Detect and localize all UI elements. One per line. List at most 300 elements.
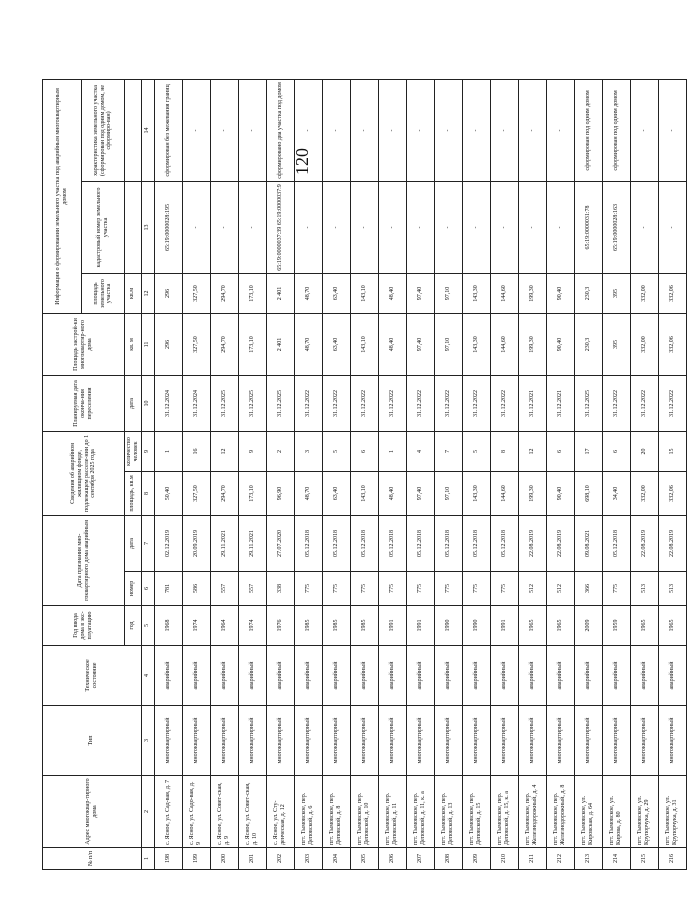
build-area-cell: 173,10 <box>238 313 266 375</box>
address-cell: пгт. Тымовское, пер. Деповской, д. 15, к. а <box>490 776 518 848</box>
land-area-cell: 97,40 <box>406 273 434 313</box>
condition-cell: аварийный <box>658 646 686 706</box>
header-planned-date-group: Планируемая дата оконча-ния переселения <box>43 375 125 431</box>
residents-cell: 7 <box>434 431 462 471</box>
year-cell: 2009 <box>574 606 602 646</box>
table-row <box>294 79 322 869</box>
table-row <box>630 79 658 869</box>
column-number: 10 <box>141 375 154 431</box>
address-cell: пгт. Тымовское, ул. Кировская, д. 64 <box>574 776 602 848</box>
type-cell: многоквартирный <box>378 706 406 776</box>
area-cell: 173,10 <box>238 471 266 515</box>
area-cell: 144,60 <box>490 471 518 515</box>
condition-cell: аварийный <box>630 646 658 706</box>
residents-cell: 2 <box>266 431 294 471</box>
area-cell: 698,10 <box>574 471 602 515</box>
decision-number-cell: 775 <box>602 572 630 606</box>
cadastre-cell: - <box>406 181 434 273</box>
address-cell: пгт. Тымовское, пер. Деповской, д. 8 <box>322 776 350 848</box>
characteristic-cell: - <box>434 79 462 181</box>
residents-cell: 6 <box>350 431 378 471</box>
decision-date-cell: 05.12.2018 <box>602 515 630 571</box>
type-cell: многоквартирный <box>434 706 462 776</box>
year-cell: 1976 <box>266 606 294 646</box>
cadastre-cell: - <box>518 181 546 273</box>
column-number: 8 <box>141 471 154 515</box>
characteristic-cell: - <box>658 79 686 181</box>
row-number: 198 <box>154 848 182 870</box>
build-area-cell: 332,00 <box>630 313 658 375</box>
characteristic-cell: - <box>406 79 434 181</box>
column-number: 13 <box>141 181 154 273</box>
year-cell: 1974 <box>238 606 266 646</box>
decision-number-cell: 557 <box>210 572 238 606</box>
decision-number-cell: 775 <box>490 572 518 606</box>
decision-number-cell: 775 <box>462 572 490 606</box>
type-cell: многоквартирный <box>210 706 238 776</box>
type-cell: многоквартирный <box>266 706 294 776</box>
cadastre-cell: - <box>350 181 378 273</box>
address-cell: пгт. Тымовское, пер. Деповской, д. 6 <box>294 776 322 848</box>
decision-number-cell: 775 <box>322 572 350 606</box>
land-area-cell: 63,40 <box>322 273 350 313</box>
residents-cell: 12 <box>210 431 238 471</box>
header-build-area: Площадь застрой-ки многоквартир-ного дома <box>43 313 125 375</box>
year-cell: 1959 <box>602 606 630 646</box>
column-number: 11 <box>141 313 154 375</box>
row-number: 209 <box>462 848 490 870</box>
planned-date-cell: 31.12.2022 <box>406 375 434 431</box>
year-cell: 1965 <box>630 606 658 646</box>
decision-number-cell: 775 <box>350 572 378 606</box>
characteristic-cell: сформирован без межевания границ <box>154 79 182 181</box>
build-area-cell: 332,06 <box>658 313 686 375</box>
land-area-cell: 2 401 <box>266 273 294 313</box>
header-land-group: Информация о формировании земельного участка под аварийным многоквартирным домом <box>43 79 82 313</box>
cadastre-cell: - <box>490 181 518 273</box>
row-number: 212 <box>546 848 574 870</box>
area-cell: 97,10 <box>434 471 462 515</box>
header-recognition-group: Дата признания мно-гоквартирного дома аварийным <box>43 515 125 605</box>
residents-cell: 16 <box>182 431 210 471</box>
area-cell: 63,40 <box>322 471 350 515</box>
decision-number-cell: 366 <box>574 572 602 606</box>
type-cell: многоквартирный <box>238 706 266 776</box>
address-cell: пгт. Тымовское, ул. Кирова, д. 80 <box>602 776 630 848</box>
decision-date-cell: 05.12.2018 <box>322 515 350 571</box>
area-cell: 332,06 <box>658 471 686 515</box>
area-cell: 294,70 <box>210 471 238 515</box>
subheader-build-kvm: кв. м <box>125 313 142 375</box>
column-number: 12 <box>141 273 154 313</box>
land-area-cell: 48,70 <box>294 273 322 313</box>
build-area-cell: 63,40 <box>322 313 350 375</box>
planned-date-cell: 31.12.2025 <box>266 375 294 431</box>
emergency-housing-table <box>42 79 687 870</box>
decision-date-cell: 27.07.2020 <box>266 515 294 571</box>
area-cell: 48,40 <box>378 471 406 515</box>
address-cell: с. Ясное, ул. Сад-вая, д. 7 <box>154 776 182 848</box>
planned-date-cell: 31.12.2022 <box>630 375 658 431</box>
planned-date-cell: 31.12.2022 <box>378 375 406 431</box>
column-number: 3 <box>141 706 154 776</box>
residents-cell: 1 <box>154 431 182 471</box>
planned-date-cell: 31.12.2025 <box>238 375 266 431</box>
year-cell: 1991 <box>490 606 518 646</box>
type-cell: многоквартирный <box>462 706 490 776</box>
build-area-cell: 230,3 <box>574 313 602 375</box>
column-number-row <box>141 79 154 869</box>
planned-date-cell: 31.12.2022 <box>490 375 518 431</box>
row-number: 200 <box>210 848 238 870</box>
decision-date-cell: 09.08.2021 <box>574 515 602 571</box>
planned-date-cell: 31.12.2025 <box>574 375 602 431</box>
cadastre-cell: - <box>630 181 658 273</box>
cadastre-cell: - <box>238 181 266 273</box>
address-cell: пгт. Тымовское, пер. Железнодорожный, д. 4 <box>518 776 546 848</box>
build-area-cell: 144,60 <box>490 313 518 375</box>
decision-date-cell: 05.12.2018 <box>294 515 322 571</box>
address-cell: с. Ясное, ул. Совет-ская, д. 9 <box>210 776 238 848</box>
table-row <box>378 79 406 869</box>
type-cell: многоквартирный <box>546 706 574 776</box>
table-row <box>462 79 490 869</box>
decision-date-cell: 22.08.2019 <box>518 515 546 571</box>
header-condition: Техническое состояние <box>43 646 142 706</box>
land-area-cell: 48,40 <box>378 273 406 313</box>
address-cell: пгт. Тымовское, пер. Деповской, д. 13 <box>434 776 462 848</box>
address-cell: с. Ясное, ул. Садо-вая, д. 9 <box>182 776 210 848</box>
cadastre-cell: - <box>434 181 462 273</box>
area-cell: 143,10 <box>350 471 378 515</box>
condition-cell: аварийный <box>518 646 546 706</box>
decision-number-cell: 513 <box>658 572 686 606</box>
cadastre-cell: 65:19:0000028:195 <box>154 181 182 273</box>
type-cell: многоквартирный <box>490 706 518 776</box>
row-number: 215 <box>630 848 658 870</box>
header-land-area: площадь земельного участка <box>82 273 125 313</box>
characteristic-cell: - <box>462 79 490 181</box>
year-cell: 1974 <box>182 606 210 646</box>
condition-cell: аварийный <box>238 646 266 706</box>
decision-date-cell: 05.12.2018 <box>406 515 434 571</box>
row-number: 213 <box>574 848 602 870</box>
decision-date-cell: 05.12.2018 <box>350 515 378 571</box>
type-cell: многоквартирный <box>630 706 658 776</box>
header-address: Адрес многоквар-тирного дома <box>43 776 142 848</box>
planned-date-cell: 31.12.2024 <box>182 375 210 431</box>
row-number: 205 <box>350 848 378 870</box>
type-cell: многоквартирный <box>602 706 630 776</box>
cadastre-cell: - <box>322 181 350 273</box>
year-cell: 1964 <box>210 606 238 646</box>
area-cell: 143,30 <box>462 471 490 515</box>
build-area-cell: 90,40 <box>546 313 574 375</box>
build-area-cell: 97,40 <box>406 313 434 375</box>
condition-cell: аварийный <box>546 646 574 706</box>
address-cell: с. Ясное, ул. Совет-ская, д. 10 <box>238 776 266 848</box>
residents-cell: 6 <box>602 431 630 471</box>
condition-cell: аварийный <box>574 646 602 706</box>
subheader-land-kvm: кв.м <box>125 273 142 313</box>
characteristic-cell: - <box>294 79 322 181</box>
type-cell: многоквартирный <box>322 706 350 776</box>
table-row <box>238 79 266 869</box>
address-cell: пгт. Тымовское, пер. Железнодорожный, д. 8 <box>546 776 574 848</box>
cadastre-cell: - <box>462 181 490 273</box>
land-area-cell: 173,10 <box>238 273 266 313</box>
row-number: 210 <box>490 848 518 870</box>
build-area-cell: 294,70 <box>210 313 238 375</box>
decision-number-cell: 775 <box>406 572 434 606</box>
decision-date-cell: 05.12.2018 <box>434 515 462 571</box>
planned-date-cell: 31.12.2022 <box>322 375 350 431</box>
year-cell: 1985 <box>294 606 322 646</box>
residents-cell: 8 <box>490 431 518 471</box>
decision-date-cell: 05.12.2018 <box>462 515 490 571</box>
characteristic-cell: - <box>238 79 266 181</box>
land-area-cell: 143,10 <box>350 273 378 313</box>
address-cell: пгт. Тымовское, ул. Крупорчука, д. 29 <box>630 776 658 848</box>
year-cell: 1985 <box>322 606 350 646</box>
decision-number-cell: 781 <box>154 572 182 606</box>
residents-cell: 9 <box>238 431 266 471</box>
address-cell: пгт. Тымовское, пер. Деповской, д. 11 <box>378 776 406 848</box>
table-row <box>574 79 602 869</box>
decision-number-cell: 775 <box>434 572 462 606</box>
condition-cell: аварийный <box>434 646 462 706</box>
land-area-cell: 199,30 <box>518 273 546 313</box>
year-cell: 1990 <box>462 606 490 646</box>
table-body <box>154 79 686 869</box>
area-cell: 48,70 <box>294 471 322 515</box>
build-area-cell: 327,50 <box>182 313 210 375</box>
area-cell: 327,50 <box>182 471 210 515</box>
planned-date-cell: 31.12.2021 <box>518 375 546 431</box>
characteristic-cell: - <box>490 79 518 181</box>
planned-date-cell: 31.12.2022 <box>434 375 462 431</box>
subheader-residents: количество человек <box>125 431 142 471</box>
cadastre-cell: - <box>210 181 238 273</box>
planned-date-cell: 31.12.2022 <box>350 375 378 431</box>
row-number: 208 <box>434 848 462 870</box>
land-area-cell: 395 <box>602 273 630 313</box>
row-number: 202 <box>266 848 294 870</box>
planned-date-cell: 31.12.2022 <box>294 375 322 431</box>
condition-cell: аварийный <box>154 646 182 706</box>
characteristic-cell: - <box>546 79 574 181</box>
condition-cell: аварийный <box>490 646 518 706</box>
type-cell: многоквартирный <box>350 706 378 776</box>
decision-number-cell: 775 <box>378 572 406 606</box>
characteristic-cell: сформировано два участка под домом <box>266 79 294 181</box>
land-area-cell: 90,40 <box>546 273 574 313</box>
year-cell: 1965 <box>518 606 546 646</box>
decision-number-cell: 513 <box>630 572 658 606</box>
address-cell: пгт. Тымовское, пер. Деповской, д. 11, к. а <box>406 776 434 848</box>
land-area-cell: 143,30 <box>462 273 490 313</box>
condition-cell: аварийный <box>266 646 294 706</box>
row-number: 207 <box>406 848 434 870</box>
build-area-cell: 48,70 <box>294 313 322 375</box>
characteristic-cell: - <box>322 79 350 181</box>
build-area-cell: 97,10 <box>434 313 462 375</box>
condition-cell: аварийный <box>350 646 378 706</box>
column-number: 14 <box>141 79 154 181</box>
decision-date-cell: 22.08.2019 <box>546 515 574 571</box>
table-row <box>490 79 518 869</box>
header-type: Тип <box>43 706 142 776</box>
decision-date-cell: 20.09.2019 <box>182 515 210 571</box>
type-cell: многоквартирный <box>294 706 322 776</box>
characteristic-cell: - <box>182 79 210 181</box>
header-relocation-group: Сведения об аварийном жилищном фонде, подлежащем расселе-нии до 1 сентября 2025 года <box>43 431 125 515</box>
decision-date-cell: 02.12.2019 <box>154 515 182 571</box>
row-number: 199 <box>182 848 210 870</box>
decision-date-cell: 29.11.2021 <box>210 515 238 571</box>
land-area-cell: 332,00 <box>630 273 658 313</box>
residents-cell: 17 <box>574 431 602 471</box>
type-cell: многоквартирный <box>406 706 434 776</box>
column-number: 6 <box>141 572 154 606</box>
table-row <box>266 79 294 869</box>
decision-date-cell: 05.12.2018 <box>490 515 518 571</box>
table-row <box>434 79 462 869</box>
characteristic-cell: - <box>518 79 546 181</box>
row-number: 203 <box>294 848 322 870</box>
year-cell: 1991 <box>378 606 406 646</box>
land-area-cell: 97,10 <box>434 273 462 313</box>
build-area-cell: 199,30 <box>518 313 546 375</box>
area-cell: 90,40 <box>546 471 574 515</box>
year-cell: 1985 <box>350 606 378 646</box>
planned-date-cell: 31.12.2022 <box>658 375 686 431</box>
header-no: № п/п <box>43 848 142 870</box>
characteristic-cell: - <box>378 79 406 181</box>
cadastre-cell: 65:19:0000031:78 <box>574 181 602 273</box>
subheader-plan-date: дата <box>125 375 142 431</box>
condition-cell: аварийный <box>462 646 490 706</box>
decision-date-cell: 22.08.2019 <box>630 515 658 571</box>
table-row <box>154 79 182 869</box>
characteristic-cell: сформирован под одним домом <box>602 79 630 181</box>
residents-cell: 3 <box>294 431 322 471</box>
residents-cell: 5 <box>462 431 490 471</box>
land-area-cell: 144,60 <box>490 273 518 313</box>
table-row <box>658 79 686 869</box>
subheader-area: площадь, кв.м <box>125 471 142 515</box>
residents-cell: 20 <box>630 431 658 471</box>
area-cell: 332,00 <box>630 471 658 515</box>
cadastre-cell: 65:19:0000037:39 65:19:0000037:9 <box>266 181 294 273</box>
header-cadastre: кадастровый номер земельного участка <box>82 181 125 273</box>
table-row <box>518 79 546 869</box>
column-number: 1 <box>141 848 154 870</box>
land-area-cell: 332,06 <box>658 273 686 313</box>
type-cell: многоквартирный <box>518 706 546 776</box>
column-number: 2 <box>141 776 154 848</box>
table-row <box>182 79 210 869</box>
residents-cell: 12 <box>518 431 546 471</box>
column-number: 5 <box>141 606 154 646</box>
cadastre-cell: - <box>182 181 210 273</box>
decision-number-cell: 338 <box>266 572 294 606</box>
cadastre-cell: - <box>658 181 686 273</box>
type-cell: многоквартирный <box>574 706 602 776</box>
decision-number-cell: 512 <box>518 572 546 606</box>
decision-date-cell: 29.11.2021 <box>238 515 266 571</box>
planned-date-cell: 31.12.2022 <box>602 375 630 431</box>
column-number: 9 <box>141 431 154 471</box>
subheader-cadastre-blank <box>125 181 142 273</box>
table-row <box>546 79 574 869</box>
planned-date-cell: 31.12.2022 <box>462 375 490 431</box>
decision-number-cell: 512 <box>546 572 574 606</box>
planned-date-cell: 31.12.2021 <box>546 375 574 431</box>
row-number: 204 <box>322 848 350 870</box>
decision-number-cell: 775 <box>294 572 322 606</box>
build-area-cell: 2 401 <box>266 313 294 375</box>
table-row <box>322 79 350 869</box>
area-cell: 97,40 <box>406 471 434 515</box>
residents-cell: 4 <box>406 431 434 471</box>
condition-cell: аварийный <box>406 646 434 706</box>
year-cell: 1991 <box>406 606 434 646</box>
cadastre-cell: - <box>546 181 574 273</box>
type-cell: многоквартирный <box>182 706 210 776</box>
decision-number-cell: 586 <box>182 572 210 606</box>
condition-cell: аварийный <box>210 646 238 706</box>
planned-date-cell: 31.12.2024 <box>154 375 182 431</box>
subheader-number: номер <box>125 572 142 606</box>
build-area-cell: 143,10 <box>350 313 378 375</box>
column-number: 7 <box>141 515 154 571</box>
build-area-cell: 143,30 <box>462 313 490 375</box>
address-cell: с. Ясное, ул. Сту-денческая, д. 12 <box>266 776 294 848</box>
land-area-cell: 294,70 <box>210 273 238 313</box>
table-row <box>350 79 378 869</box>
decision-date-cell: 22.08.2019 <box>658 515 686 571</box>
subheader-year: год <box>125 606 142 646</box>
planned-date-cell: 31.12.2025 <box>210 375 238 431</box>
condition-cell: аварийный <box>602 646 630 706</box>
residents-cell: 6 <box>546 431 574 471</box>
decision-date-cell: 05.12.2018 <box>378 515 406 571</box>
characteristic-cell: - <box>350 79 378 181</box>
characteristic-cell: сформирован под одним домом <box>574 79 602 181</box>
header-characteristic: характеристика земельного участка (сформирован под одним домом, не сформиро-ван) <box>82 79 125 181</box>
subheader-date: дата <box>125 515 142 571</box>
land-area-cell: 230,3 <box>574 273 602 313</box>
row-number: 211 <box>518 848 546 870</box>
address-cell: пгт. Тымовское, пер. Деповской, д. 15 <box>462 776 490 848</box>
subheader-char-blank <box>125 79 142 181</box>
row-number: 216 <box>658 848 686 870</box>
cadastre-cell: 65:19:0000028:163 <box>602 181 630 273</box>
rotated-table-container <box>42 80 679 870</box>
decision-number-cell: 557 <box>238 572 266 606</box>
condition-cell: аварийный <box>294 646 322 706</box>
build-area-cell: 296 <box>154 313 182 375</box>
area-cell: 199,30 <box>518 471 546 515</box>
page-number: 120 <box>292 148 312 175</box>
characteristic-cell: - <box>630 79 658 181</box>
address-cell: пгт. Тымовское, ул. Крупорчука, д. 31 <box>658 776 686 848</box>
column-number: 4 <box>141 646 154 706</box>
land-area-cell: 296 <box>154 273 182 313</box>
condition-cell: аварийный <box>322 646 350 706</box>
table-row <box>602 79 630 869</box>
